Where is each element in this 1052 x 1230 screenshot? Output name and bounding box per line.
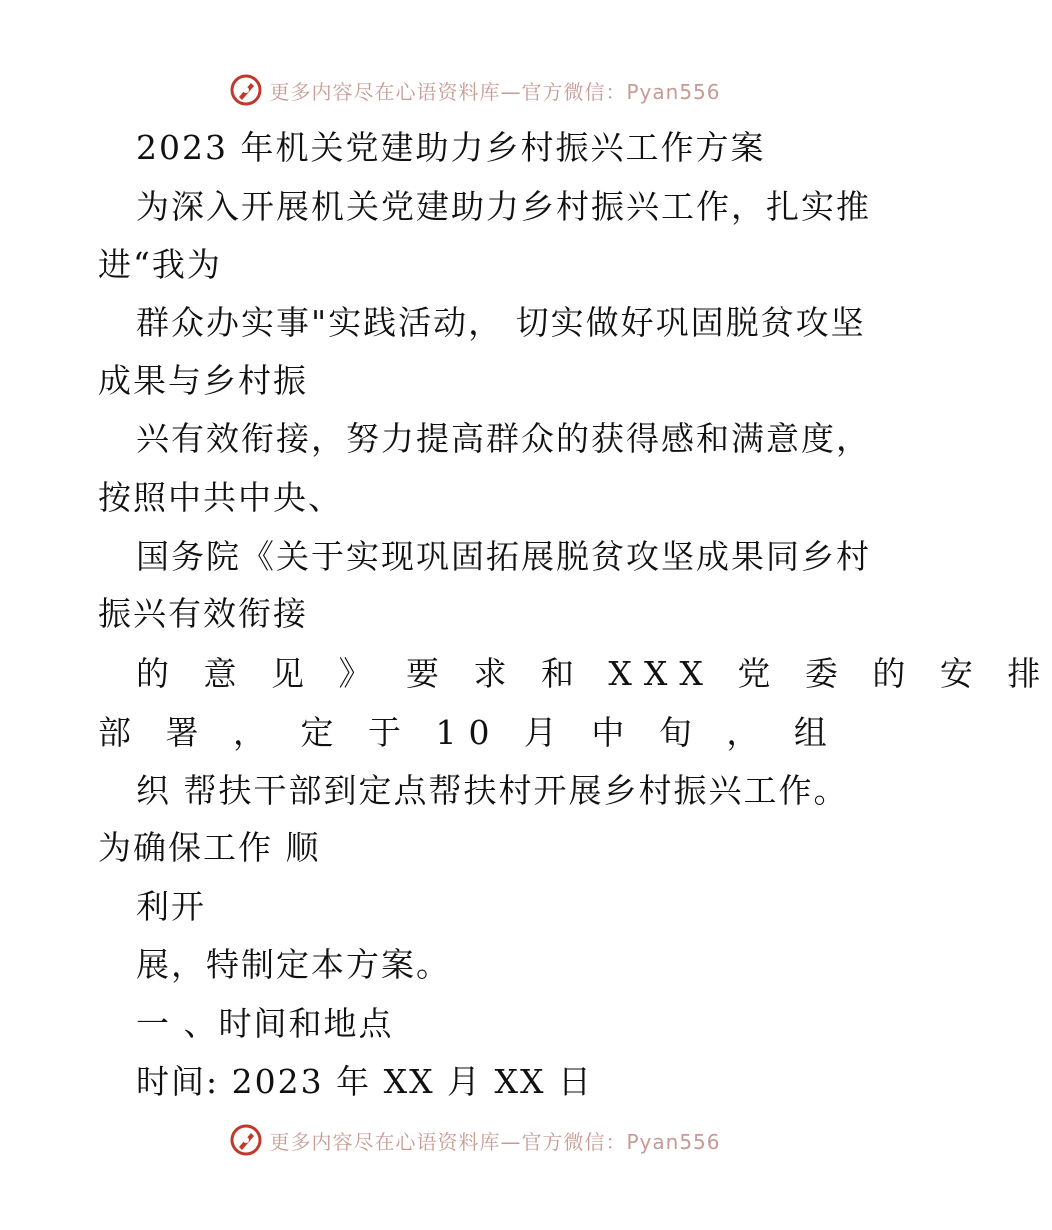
body-line: 群众办实事"实践活动， 切实做好巩固脱贫攻坚 — [136, 303, 866, 342]
body-line: 部 署 ， 定 于 10 月 中 旬 ， 组 — [98, 713, 839, 752]
body-line: 按照中共中央、 — [98, 478, 343, 517]
body-line: 的 意 见 》 要 求 和 XXX 党 委 的 安 排 — [136, 654, 1052, 693]
body-line: 成果与乡村振 — [98, 361, 308, 400]
watermark-text: 更多内容尽在心语资料库—官方微信： — [269, 1129, 627, 1154]
watermark-header — [0, 70, 950, 110]
watermark-text: 更多内容尽在心语资料库—官方微信： — [269, 79, 627, 104]
body-line: 展，特制定本方案。 — [136, 945, 451, 984]
body-line: 兴有效衔接，努力提高群众的获得感和满意度， — [136, 419, 871, 458]
body-line: 时间: 2023 年 XX 月 XX 日 — [136, 1062, 594, 1101]
body-line: 为确保工作 顺 — [98, 828, 321, 867]
pen-logo-icon — [229, 1123, 263, 1157]
body-line: 进“我为 — [98, 245, 222, 284]
body-line: 为深入开展机关党建助力乡村振兴工作，扎实推 — [136, 187, 871, 226]
body-line: 国务院《关于实现巩固拓展脱贫攻坚成果同乡村 — [136, 537, 871, 576]
pen-logo-icon — [229, 73, 263, 107]
body-line: 振兴有效衔接 — [98, 594, 308, 633]
watermark-wechat-id: Pyan556 — [626, 79, 721, 104]
document-title: 2023 年机关党建助力乡村振兴工作方案 — [136, 128, 766, 167]
watermark-footer — [0, 1120, 950, 1160]
section-heading: 一 、时间和地点 — [136, 1004, 394, 1043]
body-line: 利开 — [136, 887, 206, 926]
watermark-wechat-id: Pyan556 — [626, 1129, 721, 1154]
body-line: 织 帮扶干部到定点帮扶村开展乡村振兴工作。 — [136, 771, 849, 810]
